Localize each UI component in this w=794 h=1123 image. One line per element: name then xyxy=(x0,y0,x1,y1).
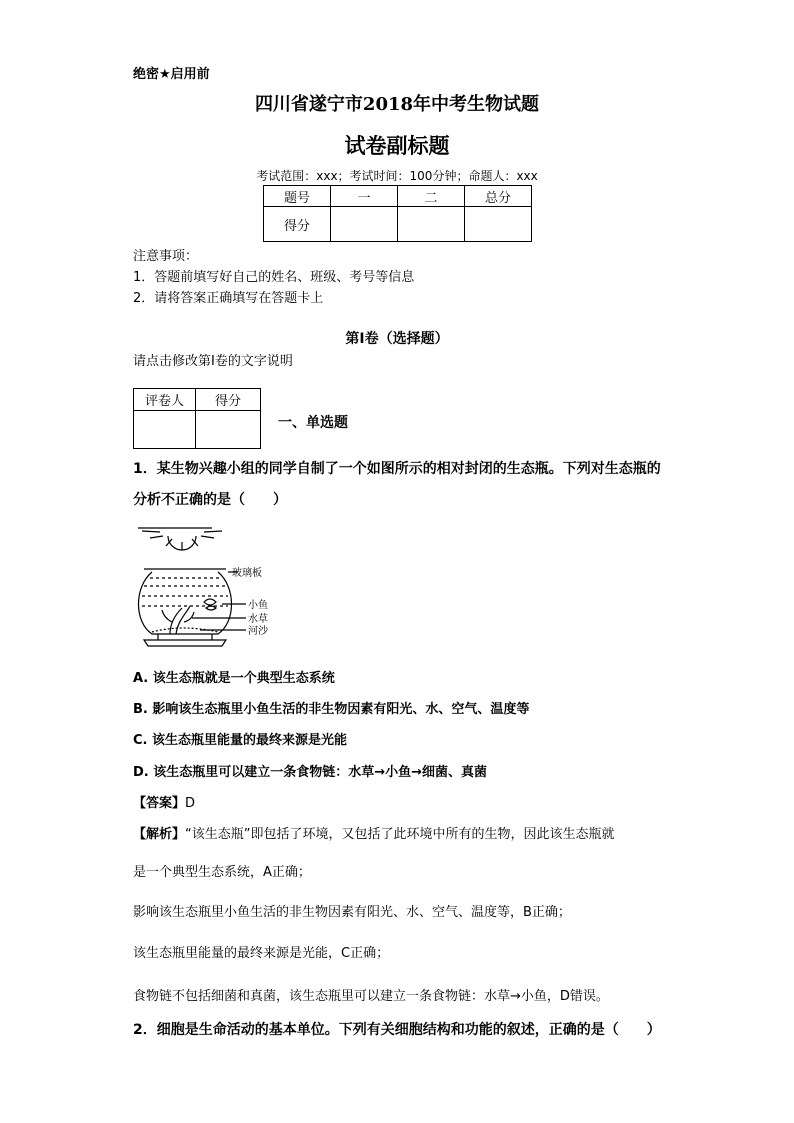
option-a: A. 该生态瓶就是一个典型生态系统 xyxy=(133,671,335,686)
analysis-line4: 该生态瓶里能量的最终来源是光能，C正确； xyxy=(133,946,390,961)
exam-info: 考试范围：xxx；考试时间：100分钟；命题人：xxx xyxy=(256,169,538,183)
sun-icon xyxy=(138,528,222,550)
notice-title: 注意事项： xyxy=(133,249,199,264)
grader-table xyxy=(133,388,261,449)
score-header-number: 题号 xyxy=(264,186,331,207)
figure-label-glass: 玻璃板 xyxy=(232,568,262,579)
score-header-part1: 一 xyxy=(331,186,398,207)
option-b: B. 影响该生态瓶里小鱼生活的非生物因素有阳光、水、空气、温度等 xyxy=(133,702,530,717)
grader-header: 评卷人 xyxy=(134,389,196,411)
ecosystem-bottle-figure xyxy=(130,522,280,657)
analysis-line5: 食物链不包括细菌和真菌，该生态瓶里可以建立一条食物链：水草→小鱼，D错误。 xyxy=(133,989,609,1004)
score-cell xyxy=(465,207,532,242)
grader-cell xyxy=(134,411,196,449)
question1-stem-line2: 分析不正确的是（ ） xyxy=(133,492,287,508)
score-cell xyxy=(331,207,398,242)
notice-item: 1．答题前填写好自己的姓名、班级、考号等信息 xyxy=(133,270,415,285)
score-header-part2: 二 xyxy=(398,186,465,207)
option-d: D. 该生态瓶里可以建立一条食物链：水草→小鱼→细菌、真菌 xyxy=(133,765,488,780)
exam-title: 四川省遂宁市2018年中考生物试题 xyxy=(254,94,540,115)
question1-stem-line1: 1．某生物兴趣小组的同学自制了一个如图所示的相对封闭的生态瓶。下列对生态瓶的 xyxy=(133,461,661,477)
score-row-label: 得分 xyxy=(264,207,331,242)
analysis-line3: 影响该生态瓶里小鱼生活的非生物因素有阳光、水、空气、温度等，B正确； xyxy=(133,905,571,920)
analysis-label: 【解析】 xyxy=(133,827,186,842)
answer-value: D xyxy=(185,796,196,811)
section-title: 一、单选题 xyxy=(278,415,348,431)
answer-label: 【答案】 xyxy=(133,796,186,811)
exam-subtitle: 试卷副标题 xyxy=(344,133,450,158)
grader-score-header: 得分 xyxy=(196,389,261,411)
figure-label-grass: 水草 xyxy=(248,614,268,625)
score-cell xyxy=(398,207,465,242)
notice-item: 2．请将答案正确填写在答题卡上 xyxy=(133,291,324,306)
confidential-mark: 绝密★启用前 xyxy=(133,67,210,82)
figure-label-fish: 小鱼 xyxy=(248,600,268,611)
bottle-icon xyxy=(139,569,247,646)
question2-stem: 2．细胞是生命活动的基本单位。下列有关细胞结构和功能的叙述，正确的是（ ） xyxy=(133,1022,661,1038)
part-description: 请点击修改第I卷的文字说明 xyxy=(133,354,293,369)
grader-cell xyxy=(196,411,261,449)
analysis-text: “该生态瓶”即包括了环境，又包括了此环境中所有的生物，因此该生态瓶就 xyxy=(185,827,615,842)
analysis-line2: 是一个典型生态系统，A正确； xyxy=(133,865,311,880)
answer-line xyxy=(133,792,195,811)
analysis-line1 xyxy=(133,823,615,842)
part-title: 第I卷（选择题） xyxy=(345,331,449,347)
score-table xyxy=(263,185,532,242)
option-c: C. 该生态瓶里能量的最终来源是光能 xyxy=(133,733,348,748)
score-header-total: 总分 xyxy=(465,186,532,207)
figure-label-sand: 河沙 xyxy=(248,626,268,637)
